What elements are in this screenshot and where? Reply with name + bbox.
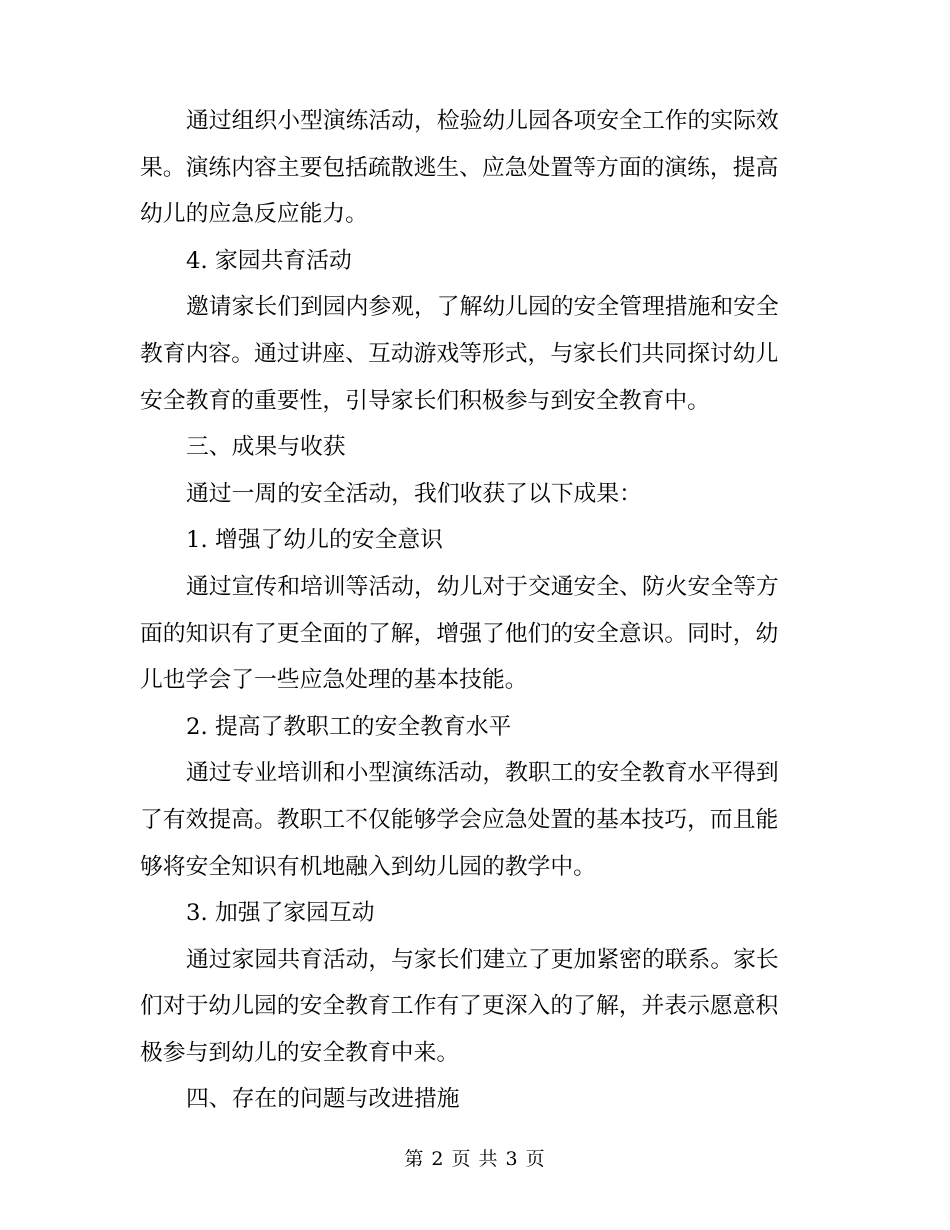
text-line: 邀请家长们到园内参观，了解幼儿园的安全管理措施和安全 [186,294,779,321]
text-line: 1. 增强了幼儿的安全意识 [186,527,443,554]
text-line: 们对于幼儿园的安全教育工作有了更深入的了解，并表示愿意积 [140,993,779,1020]
text-line: 儿也学会了一些应急处理的基本技能。 [140,667,528,694]
text-line: 3. 加强了家园互动 [186,900,375,927]
text-line: 通过专业培训和小型演练活动，教职工的安全教育水平得到 [186,760,779,787]
text-line: 够将安全知识有机地融入到幼儿园的教学中。 [140,853,596,880]
text-line: 了有效提高。教职工不仅能够学会应急处置的基本技巧，而且能 [140,806,779,833]
text-line: 果。演练内容主要包括疏散逃生、应急处置等方面的演练，提高 [140,154,779,181]
text-line: 通过宣传和培训等活动，幼儿对于交通安全、防火安全等方 [186,573,779,600]
text-line: 通过组织小型演练活动，检验幼儿园各项安全工作的实际效 [186,108,779,134]
text-line: 面的知识有了更全面的了解，增强了他们的安全意识。同时，幼 [140,620,779,647]
text-line: 安全教育的重要性，引导家长们积极参与到安全教育中。 [140,387,710,414]
document-body [140,98,800,1123]
page-footer: 第 2 页 共 3 页 [404,1148,546,1170]
text-line: 教育内容。通过讲座、互动游戏等形式，与家长们共同探讨幼儿 [140,340,779,367]
text-line: 2. 提高了教职工的安全教育水平 [186,713,512,740]
text-line: 极参与到幼儿的安全教育中来。 [140,1039,460,1066]
text-line: 四、存在的问题与改进措施 [186,1086,460,1113]
text-line: 三、成果与收获 [186,434,346,461]
text-line: 4. 家园共育活动 [186,247,352,274]
text-line: 幼儿的应急反应能力。 [140,201,368,228]
text-line: 通过家园共育活动，与家长们建立了更加紧密的联系。家长 [186,946,779,973]
text-line: 通过一周的安全活动，我们收获了以下成果： [186,480,642,507]
